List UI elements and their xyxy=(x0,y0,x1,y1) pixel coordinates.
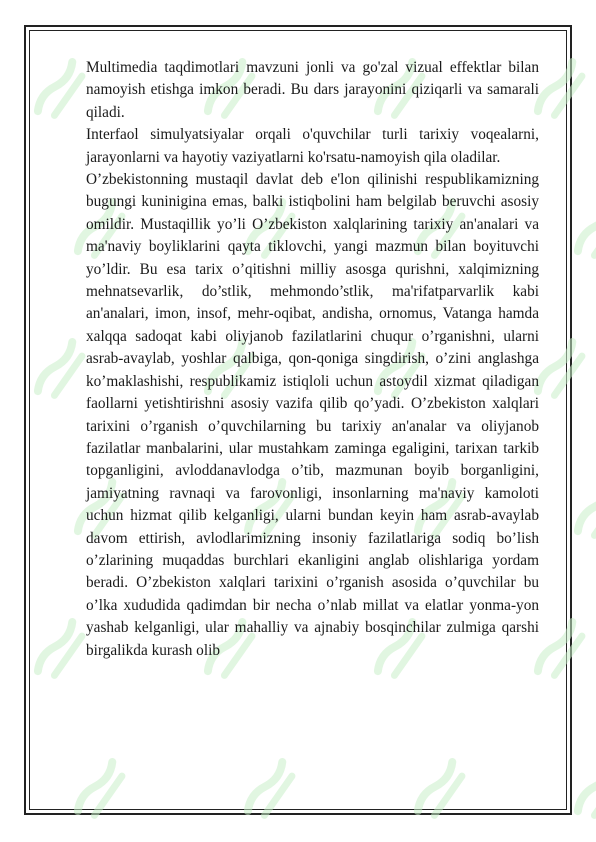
paragraph: Interfaol simulyatsiyalar orqali o'quvchilar turli tarixiy voqealarni, jarayonlarni va hayotiy vaziyatlarni ko'rsatu-namoyish qila oladilar. xyxy=(86,126,539,166)
paragraph: Multimedia taqdimotlari mavzuni jonli va go'zal vizual effektlar bilan namoyish etishga imkon beradi. Bu dars jarayonini qiziqarli va samarali qiladi. xyxy=(86,59,539,121)
watermark-mark xyxy=(575,200,596,261)
watermark-mark xyxy=(575,760,596,821)
document-body xyxy=(86,57,539,662)
watermark-mark xyxy=(575,480,596,541)
paragraph: O’zbekistonning mustaqil davlat deb e'lon qilinishi respublikamizning bugungi kuninigina emas, balki istiqbolini ham belgilab beruvchi asosiy omildir. Mustaqillik yo’li O’zbekiston xalqlarining tarixiy an'analari va ma'naviy boyliklarini qayta tiklovchi, yangi mazmun bilan boyituvchi yo’ldir. Bu esa tarix o’qitishni milliy asosga qurishni, xalqimizning mehnatsevarlik, do’stlik, mehmondo’stlik, ma'rifatparvarlik kabi an'analari, imon, insof, mehr-oqibat, andisha, ornomus, Vatanga hamda xalqqa sadoqat kabi oliyjanob fazilatlarini chuqur o’rganishni, ularni asrab-avaylab, yoshlar qalbiga, qon-qoniga singdirish, o’zini anglashga ko’maklashishi, respublikamiz istiqloli uchun astoydil xizmat qiladigan faollarni yetishtirishni asosiy vazifa qilib qo’yadi. O’zbekiston xalqlari tarixini o’rganish o’quvchilarning bu tarixiy an'analar va oliyjanob fazilatlar manbalarini, ular mustahkam zaminga egaligini, tarixan tarkib topganligini, avloddanavlodga o’tib, mazmunan boyib borganligini, jamiyatning ravnaqi va farovonligi, insonlarning ma'naviy kamoloti uchun hizmat qilib kelganligi, ularni bundan keyin ham asrab-avaylab davom ettirish, avlodlarimizning insoniy fazilatlariga sodiq bo’lish o’zlarining muqaddas burchlari ekanligini anglab olishlariga yordam beradi. O’zbekiston xalqlari tarixini o’rganish asosida o’quvchilar bu o’lka xududida qadimdan bir necha o’nlab millat va elatlar yonma-yon yashab kelganligi, ular mahalliy va ajnabiy bosqinchilar zulmiga qarshi birgalikda kurash olib xyxy=(86,171,539,659)
